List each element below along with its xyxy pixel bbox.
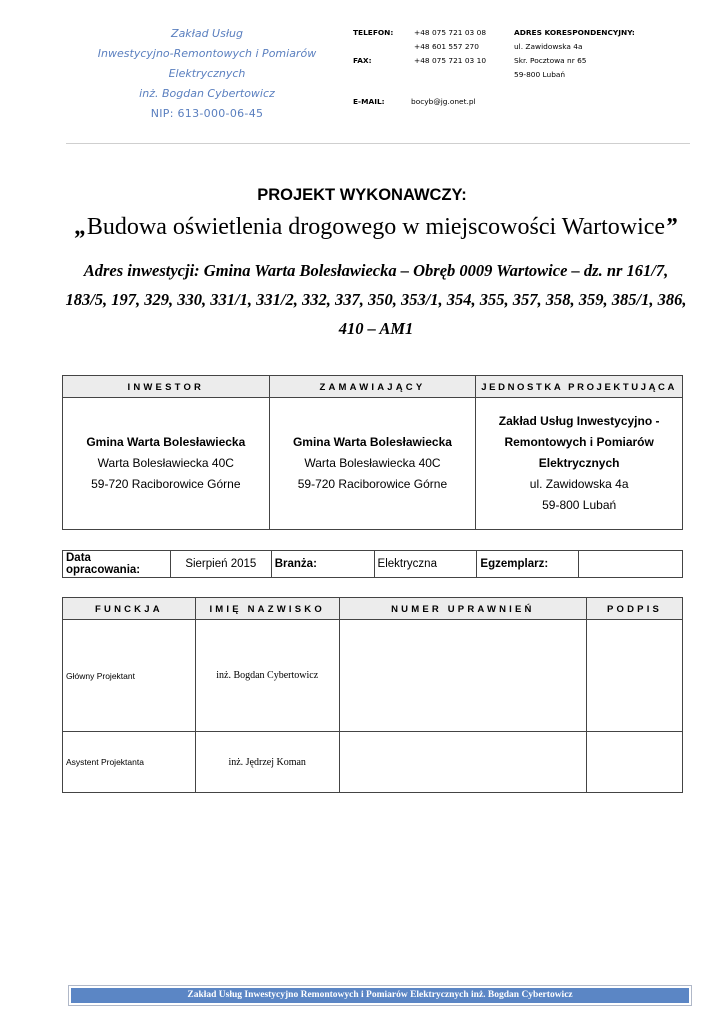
project-title	[0, 214, 724, 241]
inwestor-cell	[63, 398, 270, 530]
zamawiajacy-cell	[269, 398, 476, 530]
title-open-quote: „	[74, 214, 87, 240]
correspondence-label: ADRES KORESPONDENCYJNY:	[514, 28, 635, 37]
functions-table	[62, 597, 683, 793]
company-line-3: Elektrycznych	[168, 67, 246, 80]
jednostka-name-1: Zakład Usług Inwestycyjno -	[498, 414, 660, 428]
correspondence-street: ul. Zawidowska 4a	[514, 42, 583, 51]
parties-table	[62, 375, 683, 530]
meta-table	[62, 550, 683, 578]
data-opracowania-label: Data opracowania:	[63, 551, 171, 578]
footer-text: Zakład Usług Inwestycyjno Remontowych i Pomiarów Elektrycznych inż. Bogdan Cybertowicz	[71, 988, 689, 1003]
table-row	[63, 620, 683, 732]
project-type-label: PROJEKT WYKONAWCZY:	[257, 186, 467, 204]
fax-label: FAX:	[353, 56, 372, 65]
company-line-2: Inwestycyjno-Remontowych i Pomiarów	[97, 47, 317, 60]
email-label: E-MAIL:	[353, 97, 385, 106]
header-jednostka: JEDNOSTKA PROJEKTUJĄCA	[476, 376, 683, 398]
telefon-label: TELEFON:	[353, 28, 394, 37]
email-row	[353, 95, 385, 109]
email-value-wrap	[411, 95, 476, 109]
nazwisko-cell: inż. Jędrzej Koman	[195, 732, 339, 793]
correspondence-address	[514, 26, 635, 82]
investment-address: Adres inwestycji: Gmina Warta Bolesławiecka – Obręb 0009 Wartowice – dz. nr 161/7, 183/5, 197, 329, 330, 331/1, 331/2, 332, 337, 350, 353/1, 354, 355, 357, 358, 359, 385/1, 386, 410 – AM1	[65, 261, 687, 338]
contact-values	[414, 26, 486, 68]
inwestor-city: 59-720 Raciborowice Górne	[91, 477, 241, 491]
data-opracowania-value: Sierpień 2015	[170, 551, 271, 578]
inwestor-name: Gmina Warta Bolesławiecka	[86, 435, 246, 449]
jednostka-street: ul. Zawidowska 4a	[529, 477, 629, 491]
jednostka-name-2: Remontowych i Pomiarów	[504, 435, 654, 449]
email-value[interactable]: bocyb@jg.onet.pl	[411, 97, 476, 106]
inwestor-street: Warta Bolesławiecka 40C	[97, 456, 234, 470]
uprawnienia-cell	[339, 732, 587, 793]
nazwisko-cell: inż. Bogdan Cybertowicz	[195, 620, 339, 732]
branza-value: Elektryczna	[374, 551, 477, 578]
company-owner: inż. Bogdan Cybertowicz	[139, 87, 275, 100]
zamawiajacy-name: Gmina Warta Bolesławiecka	[292, 435, 452, 449]
header-funkcja: FUNCKJA	[63, 598, 196, 620]
zamawiajacy-city: 59-720 Raciborowice Górne	[297, 477, 448, 491]
company-line-1: Zakład Usług	[171, 27, 243, 40]
fax-value: +48 075 721 03 10	[414, 56, 487, 65]
header-podpis: PODPIS	[587, 598, 683, 620]
header-inwestor: INWESTOR	[63, 376, 270, 398]
title-close-quote: ”	[665, 214, 678, 240]
egzemplarz-label: Egzemplarz:	[477, 551, 579, 578]
telefon-2: +48 601 557 270	[414, 42, 479, 51]
funkcja-cell: Asystent Projektanta	[63, 732, 196, 793]
header-numer-uprawnien: NUMER UPRAWNIEŃ	[339, 598, 587, 620]
contact-labels	[353, 26, 393, 68]
header-divider	[66, 143, 690, 144]
footer	[68, 985, 692, 1006]
jednostka-name-3: Elektrycznych	[538, 456, 620, 470]
header-imie-nazwisko: IMIĘ NAZWISKO	[195, 598, 339, 620]
company-nip: NIP: 613-000-06-45	[150, 107, 264, 120]
funkcja-cell: Główny Projektant	[63, 620, 196, 732]
telefon-1: +48 075 721 03 08	[414, 28, 487, 37]
jednostka-city: 59-800 Lubań	[542, 498, 617, 512]
egzemplarz-value	[579, 551, 683, 578]
correspondence-city: 59-800 Lubań	[514, 70, 566, 79]
uprawnienia-cell	[339, 620, 587, 732]
zamawiajacy-street: Warta Bolesławiecka 40C	[304, 456, 441, 470]
podpis-cell	[587, 732, 683, 793]
table-row	[63, 732, 683, 793]
header-zamawiajacy: ZAMAWIAJĄCY	[269, 376, 476, 398]
company-name-block	[88, 24, 326, 124]
jednostka-cell	[476, 398, 683, 530]
podpis-cell	[587, 620, 683, 732]
title-text: Budowa oświetlenia drogowego w miejscowości Wartowice	[86, 214, 666, 240]
branza-label: Branża:	[271, 551, 374, 578]
correspondence-pobox: Skr. Pocztowa nr 65	[514, 56, 587, 65]
